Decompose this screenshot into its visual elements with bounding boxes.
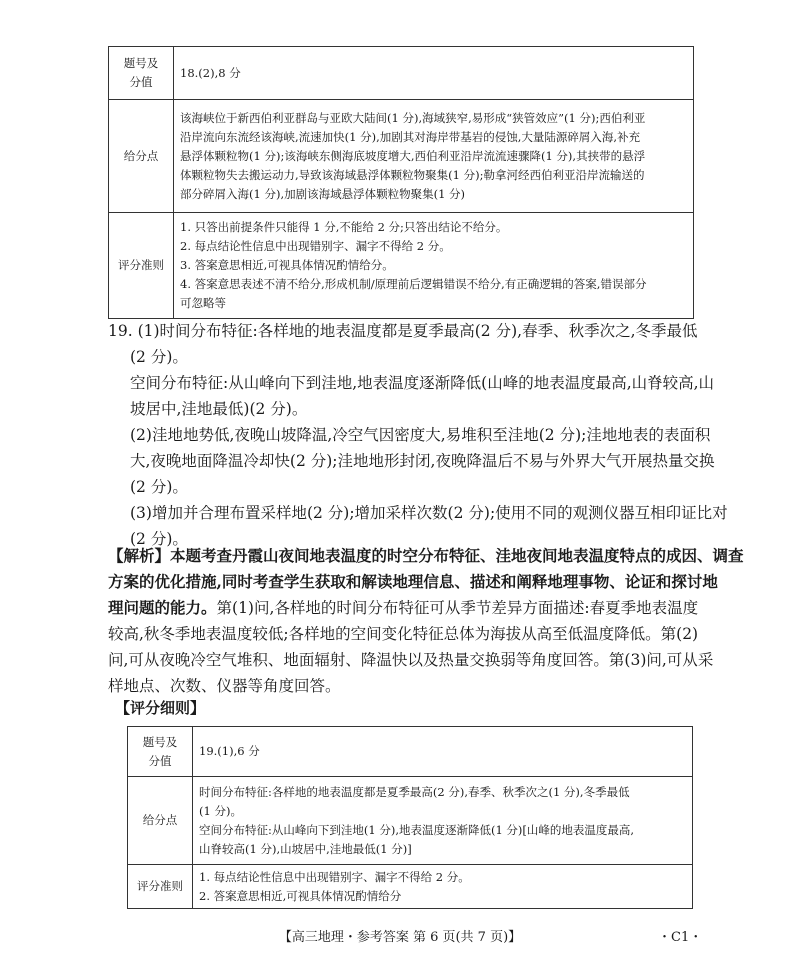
- scoring-criteria: 1. 只答出前提条件只能得 1 分,不能给 2 分;只答出结论不给分。 2. 每点结论性信息中出现错别字、漏字不得给 2 分。 3. 答案意思相近,可视具体情况酌情给分。 4. 答案意思表述不清不给分,形成机制/原理前后逻辑错误不给分,有正确逻辑的答案,错误部分 可忽略等: [174, 213, 694, 319]
- scoring-details-heading: 【评分细则】: [115, 699, 206, 717]
- row-label-criteria: 评分准则: [109, 213, 174, 319]
- scoring-points: 时间分布特征:各样地的地表温度都是夏季最高(2 分),春季、秋季次之(1 分),冬季最低 (1 分)。 空间分布特征:从山峰向下到洼地(1 分),地表温度逐渐降低(1 分)[山峰的地表温度最高, 山脊较高(1 分),山坡居中,洼地最低(1 分)]: [193, 777, 693, 865]
- table-row: [128, 777, 693, 865]
- scoring-criteria: 1. 每点结论性信息中出现错别字、漏字不得给 2 分。 2. 答案意思相近,可视具体情况酌情给分: [193, 865, 693, 909]
- table-row: [109, 100, 694, 213]
- row-label-criteria: 评分准则: [128, 865, 193, 909]
- table-row: [128, 865, 693, 909]
- answer-q19: 19. (1)时间分布特征:各样地的地表温度都是夏季最高(2 分),春季、秋季次之,冬季最低 (2 分)。 空间分布特征:从山峰向下到洼地,地表温度逐渐降低(山峰的地表温度最高,山脊较高,山 坡居中,洼地最低)(2 分)。 (2)洼地地势低,夜晚山坡降温,冷空气因密度大,易堆积至洼地(2 分);洼地地表的表面积 大,夜晚地面降温冷却快(2 分);洼地地形封闭,夜晚降温后不易与外界大气开展热量交换 (2 分)。 (3)增加并合理布置采样地(2 分);增加采样次数(2 分);使用不同的观测仪器互相印证比对 (2 分)。: [108, 322, 728, 548]
- table-row: [109, 213, 694, 319]
- table-row: [128, 727, 693, 777]
- row-label-question: 题号及 分值: [128, 727, 193, 777]
- row-label-points: 给分点: [109, 100, 174, 213]
- question-score: 18.(2),8 分: [174, 47, 694, 100]
- row-label-points: 给分点: [128, 777, 193, 865]
- page-footer: 【高三地理・参考答案 第 6 页(共 7 页)】: [278, 930, 522, 945]
- scoring-table-q18: [108, 46, 694, 319]
- analysis-paragraph: 【解析】本题考查丹霞山夜间地表温度的时空分布特征、洼地夜间地表温度特点的成因、调查 方案的优化措施,同时考查学生获取和解读地理信息、描述和阐释地理事物、论证和探讨地 理问题的能力。第(1)问,各样地的时间分布特征可从季节差异方面描述:春夏季地表温度 较高,秋冬季地表温度较低;各样地的空间变化特征总体为海拔从高至低温度降低。第(2) 问,可从夜晚冷空气堆积、地面辐射、降温快以及热量交换弱等角度回答。第(3)问,可从采 样地点、次数、仪器等角度回答。: [108, 546, 744, 695]
- scoring-table-q19: [127, 726, 693, 909]
- scoring-points: 该海峡位于新西伯利亚群岛与亚欧大陆间(1 分),海域狭窄,易形成“狭管效应”(1 分);西伯利亚 沿岸流向东流经该海峡,流速加快(1 分),加剧其对海岸带基岩的侵蚀,大量陆源碎屑入海,补充 悬浮体颗粒物(1 分);该海峡东侧海底坡度增大,西伯利亚沿岸流流速骤降(1 分),其挟带的悬浮 体颗粒物失去搬运动力,导致该海域悬浮体颗粒物聚集(1 分);勒拿河经西伯利亚沿岸流输送的 部分碎屑入海(1 分),加剧该海域悬浮体颗粒物聚集(1 分): [174, 100, 694, 213]
- question-score: 19.(1),6 分: [193, 727, 693, 777]
- page-code: ・C1・: [658, 930, 703, 945]
- row-label-question: 题号及 分值: [109, 47, 174, 100]
- table-row: [109, 47, 694, 100]
